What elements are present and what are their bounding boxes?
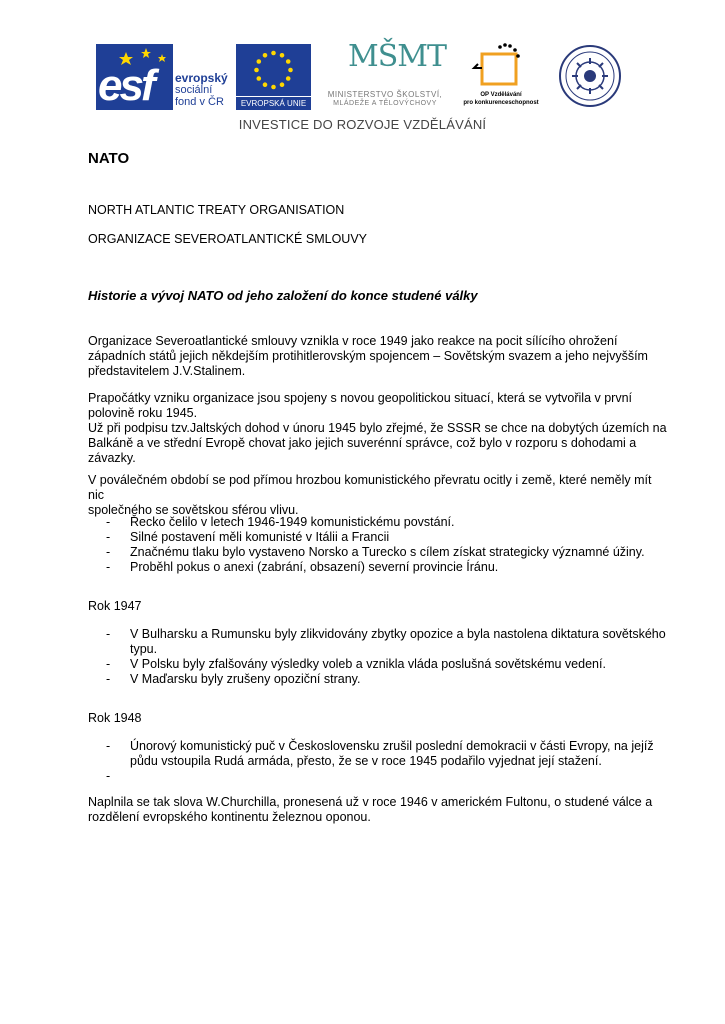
list-postwar xyxy=(88,515,668,575)
name-english: NORTH ATLANTIC TREATY ORGANISATION xyxy=(88,203,345,217)
esf-line1: evropský xyxy=(175,71,228,85)
eu-flag-icon xyxy=(236,44,311,96)
msmt-mark: MŠMT xyxy=(348,39,446,74)
text-line: - V Maďarsku byly zrušeny opoziční strany. xyxy=(130,672,361,686)
list-1948 xyxy=(88,739,668,784)
school-seal-icon xyxy=(558,44,622,108)
name-czech: ORGANIZACE SEVEROATLANTICKÉ SMLOUVY xyxy=(88,232,367,246)
doc-title: NATO xyxy=(88,150,130,167)
esf-text xyxy=(175,72,228,108)
msmt-logo xyxy=(318,39,452,110)
paragraph-4 xyxy=(88,795,652,825)
section-heading: Historie a vývoj NATO od jeho založení do konce studené války xyxy=(88,288,478,303)
text-line: společného se sovětskou sférou vlivu. xyxy=(88,503,299,517)
year-1947-heading: Rok 1947 xyxy=(88,599,142,613)
text-line: představitelem J.V.Stalinem. xyxy=(88,364,246,378)
text-line: Prapočátky vzniku organizace jsou spojeny s novou geopolitickou situací, která se vytvořila v první xyxy=(88,391,633,405)
opvk-symbol-icon xyxy=(458,42,544,90)
msmt-line2: MLÁDEŽE A TĚLOVÝCHOVY xyxy=(333,100,437,107)
list-item: - Proběhl pokus o anexi (zabrání, obsazení) severní provincie Íránu. xyxy=(88,560,668,575)
msmt-line1: MINISTERSTVO ŠKOLSTVÍ, xyxy=(327,90,443,99)
list-item: - Značnému tlaku bylo vystaveno Norsko a Turecko s cílem získat strategicky významné úžiny. xyxy=(88,545,668,560)
text-line: západních států jejich někdejším protihitlerovským spojencem – Sovětským svazem a jeho nejvyšším xyxy=(88,349,648,363)
text-line: Balkáně a ve střední Evropě chovat jako jejich suverénní správce, což bylo v rozporu s dohodami a xyxy=(88,436,637,450)
list-item xyxy=(88,657,668,672)
eu-logo xyxy=(236,44,311,110)
esf-line2: sociální xyxy=(175,84,213,96)
investment-banner: INVESTICE DO ROZVOJE VZDĚLÁVÁNÍ xyxy=(238,117,487,132)
logo-header xyxy=(0,0,725,140)
paragraph-3 xyxy=(88,473,668,518)
opvk-line1: OP Vzdělávání xyxy=(480,92,522,98)
text-line xyxy=(130,769,668,784)
text-line: polovině roku 1945. xyxy=(88,406,198,420)
text-line: V poválečném období se pod přímou hrozbou komunistického převratu ocitly i země, které neměly mít nic xyxy=(88,473,652,502)
text-line: - Únorový komunistický puč v Československu zrušil poslední demokracii v části Evropy, na jejíž xyxy=(130,739,654,753)
opvk-logo xyxy=(458,42,544,110)
esf-letters: esf xyxy=(98,61,153,110)
paragraph-2 xyxy=(88,391,667,466)
list-item xyxy=(88,627,668,657)
text-line: rozdělení evropského kontinentu železnou oponou. xyxy=(88,810,371,824)
text-line: typu. xyxy=(130,642,158,656)
opvk-line2: pro konkurenceschopnost xyxy=(463,100,539,106)
eu-label: EVROPSKÁ UNIE xyxy=(236,97,311,110)
list-item xyxy=(88,672,668,687)
text-line: Organizace Severoatlantické smlouvy vznikla v roce 1949 jako reakce na pocit sílícího ohrožení xyxy=(88,334,618,348)
text-line: Už při podpisu tzv.Jaltských dohod v únoru 1945 bylo zřejmé, že SSSR se chce na dobytých územích na xyxy=(88,421,667,435)
text-line: závazky. xyxy=(88,451,136,465)
paragraph-1 xyxy=(88,334,648,379)
text-line: - V Bulharsku a Rumunsku byly zlikvidovány zbytky opozice a byla nastolena diktatura sovětského xyxy=(130,627,666,641)
esf-line3: fond v ČR xyxy=(175,96,224,108)
list-item: - Silné postavení měli komunisté v Itálii a Francii xyxy=(88,530,668,545)
school-seal-logo xyxy=(558,44,622,108)
list-item xyxy=(88,769,668,784)
text-line: půdu vstoupila Rudá armáda, přesto, že se v roce 1945 podařilo vyjednat její stažení. xyxy=(130,754,602,768)
text-line: Naplnila se tak slova W.Churchilla, pronesená už v roce 1946 v americkém Fultonu, o studené válce a xyxy=(88,795,653,809)
list-item xyxy=(88,739,668,769)
year-1948-heading: Rok 1948 xyxy=(88,711,142,725)
esf-logo-box xyxy=(96,44,173,110)
esf-logo xyxy=(96,44,230,110)
list-1947 xyxy=(88,627,668,687)
list-item: - Řecko čelilo v letech 1946-1949 komunistickému povstání. xyxy=(88,515,668,530)
text-line: - V Polsku byly zfalšovány výsledky voleb a vznikla vláda poslušná sovětskému vedení. xyxy=(130,657,606,671)
